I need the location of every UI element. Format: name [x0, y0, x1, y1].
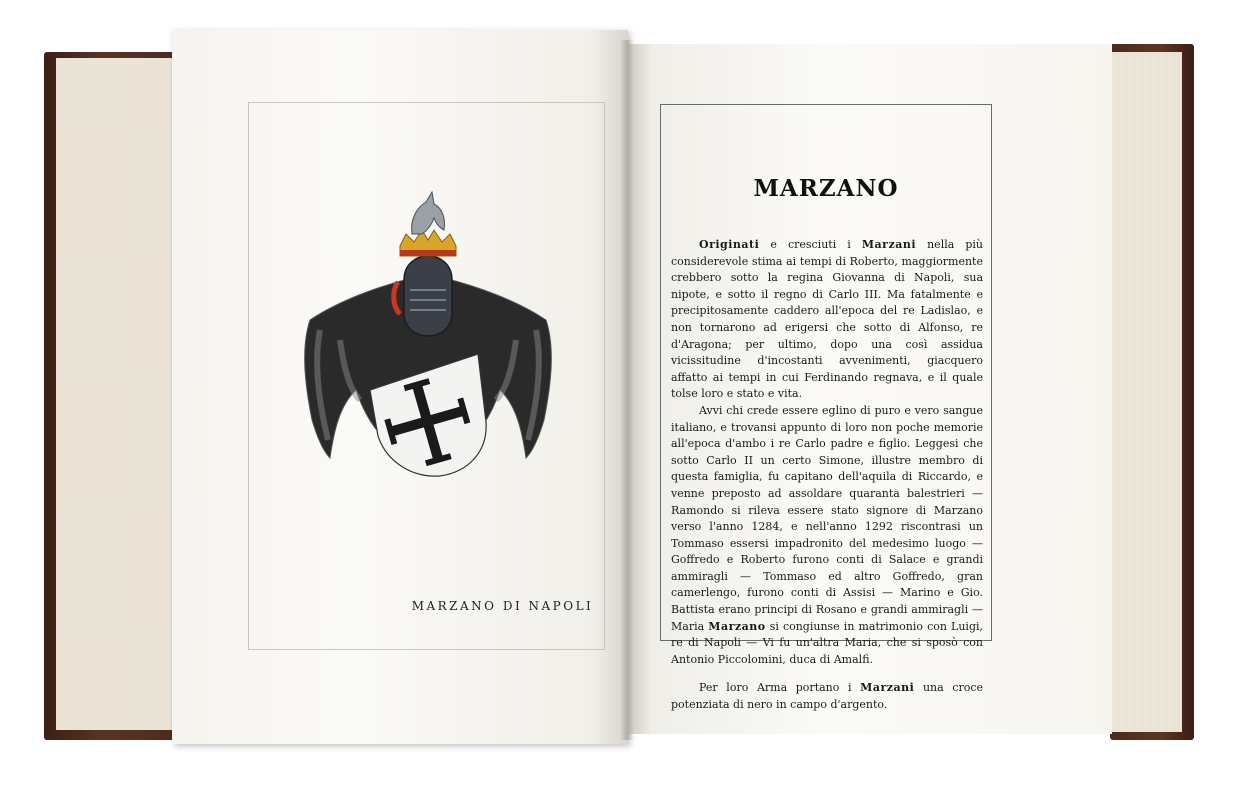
text-span: Per loro Arma portano i [699, 681, 861, 695]
helmet [404, 256, 452, 336]
family-name: Marzano [708, 619, 766, 633]
page-title: MARZANO [753, 175, 899, 202]
page-edges-right [1104, 52, 1182, 732]
drop-word: Originati [699, 238, 760, 251]
family-name: Marzani [861, 238, 917, 251]
text-frame [660, 104, 992, 712]
coat-of-arms-illustration [300, 190, 560, 480]
page-edges-left [56, 58, 176, 730]
text-span: e cresciuti i [759, 238, 862, 251]
text-span: una croce potenziata di nero in campo d'argento. [671, 681, 984, 712]
paragraph-3 [671, 680, 983, 713]
text-span: nella più considerevole stima ai tempi di Roberto, maggiormente crebbero sotto la regina Giovanna di Napoli, sua nipote, e sotto il regno di Carlo III. Ma fatalmente e precipitosamente caddero all'epoca del re Ladislao, e non tornarono ad erigersi che sotto di Alfonso, re d'Aragona; per ultimo, dopo una così assidua vicissitudine d'incostanti avvenimenti, giacquero affatto ai tempi in cui Ferdinando regnava, e il quale tolse loro e stato e vita. [671, 238, 983, 401]
plate-caption: MARZANO DI NAPOLI [411, 599, 594, 613]
text-span: si congiunse in matrimonio con Luigi, re di Napoli — Vi fu un'altra Maria, che si sposò con Antonio Piccolomini, duca di Amalfi. [671, 619, 983, 666]
body-text [671, 237, 983, 714]
book-gutter [620, 40, 634, 740]
right-page [628, 44, 1112, 734]
unicorn-crest [412, 192, 445, 234]
left-page [172, 30, 628, 744]
text-span: Avvi chi crede essere eglino di puro e vero sangue italiano, e trovansi appunto di loro non poche memorie all'epoca d'ambo i re Carlo padre e figlio. Leggesi che sotto Carlo II un certo Simone, illustre membro di questa famiglia, fu capitano dell'aquila di Riccardo, e venne preposto ad assoldare quaranta balestrieri — Ramondo si rileva essere stato signore di Marzano verso l'anno 1284, e nell'anno 1292 riscontrasi un Tommaso essersi impadronito del medesimo luogo — Goffredo e Roberto furono conti di Salace e grandi ammiragli — Tommaso ed altro Goffredo, gran camerlengo, furono conti di Assisi — Marino e Gio. Battista erano principi di Rosano e grandi ammiragli — Maria [671, 403, 983, 633]
family-name: Marzani [860, 681, 915, 695]
paragraph-2 [671, 403, 983, 669]
paragraph-1 [671, 237, 983, 403]
